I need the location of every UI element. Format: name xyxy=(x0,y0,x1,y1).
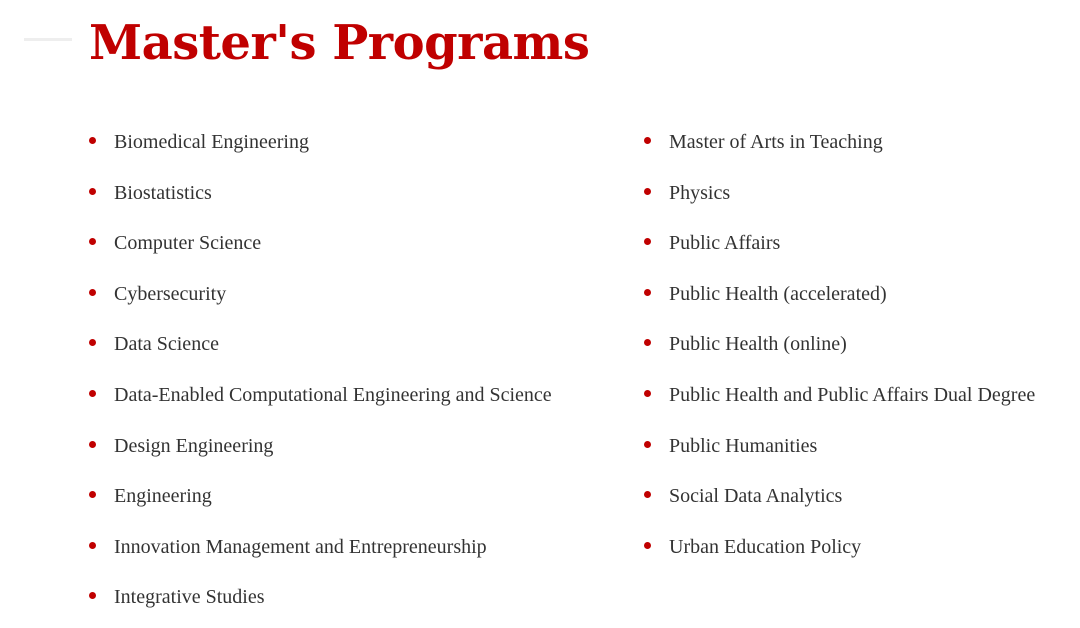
bullet-icon xyxy=(89,491,96,498)
program-link[interactable]: Social Data Analytics xyxy=(669,485,843,508)
program-list-item xyxy=(644,218,1035,269)
program-list-item xyxy=(89,117,552,168)
bullet-icon xyxy=(89,188,96,195)
program-list-item xyxy=(644,522,1035,573)
decorative-rule xyxy=(24,38,72,41)
program-link[interactable]: Public Affairs xyxy=(669,232,781,255)
program-link[interactable]: Biostatistics xyxy=(114,181,212,204)
bullet-icon xyxy=(89,238,96,245)
program-link[interactable]: Public Health (accelerated) xyxy=(669,282,887,305)
bullet-icon xyxy=(89,289,96,296)
bullet-icon xyxy=(89,137,96,144)
programs-list-left xyxy=(89,117,552,623)
program-list-item xyxy=(644,269,1035,320)
bullet-icon xyxy=(89,390,96,397)
program-link[interactable]: Innovation Management and Entrepreneurship xyxy=(114,535,487,558)
bullet-icon xyxy=(644,542,651,549)
program-link[interactable]: Integrative Studies xyxy=(114,586,265,609)
bullet-icon xyxy=(644,289,651,296)
bullet-icon xyxy=(89,592,96,599)
program-list-item xyxy=(89,421,552,472)
bullet-icon xyxy=(644,238,651,245)
program-link[interactable]: Urban Education Policy xyxy=(669,535,862,558)
program-link[interactable]: Physics xyxy=(669,181,731,204)
program-link[interactable]: Data-Enabled Computational Engineering and Science xyxy=(114,383,552,406)
bullet-icon xyxy=(89,339,96,346)
program-list-item xyxy=(644,370,1035,421)
program-list-item xyxy=(644,319,1035,370)
program-list-item xyxy=(644,168,1035,219)
program-link[interactable]: Data Science xyxy=(114,333,219,356)
program-list-item xyxy=(89,168,552,219)
program-list-item xyxy=(89,522,552,573)
bullet-icon xyxy=(89,542,96,549)
program-list-item xyxy=(644,421,1035,472)
bullet-icon xyxy=(644,441,651,448)
program-list-item xyxy=(89,319,552,370)
program-link[interactable]: Design Engineering xyxy=(114,434,274,457)
program-list-item xyxy=(644,117,1035,168)
program-list-item xyxy=(89,269,552,320)
program-link[interactable]: Public Humanities xyxy=(669,434,818,457)
bullet-icon xyxy=(644,491,651,498)
bullet-icon xyxy=(644,339,651,346)
program-link[interactable]: Cybersecurity xyxy=(114,282,227,305)
program-link[interactable]: Master of Arts in Teaching xyxy=(669,131,883,153)
bullet-icon xyxy=(644,137,651,144)
program-list-item xyxy=(89,218,552,269)
program-list-item xyxy=(89,370,552,421)
bullet-icon xyxy=(644,188,651,195)
program-link[interactable]: Engineering xyxy=(114,485,212,508)
program-list-item xyxy=(89,572,552,623)
page-title: Master's Programs xyxy=(89,15,590,71)
bullet-icon xyxy=(89,441,96,448)
program-list-item xyxy=(89,471,552,522)
programs-list-right xyxy=(644,117,1035,572)
program-link[interactable]: Public Health (online) xyxy=(669,333,847,356)
program-list-item xyxy=(644,471,1035,522)
program-link[interactable]: Computer Science xyxy=(114,232,262,255)
program-link[interactable]: Public Health and Public Affairs Dual Degree xyxy=(669,383,1036,406)
program-link[interactable]: Biomedical Engineering xyxy=(114,131,309,153)
bullet-icon xyxy=(644,390,651,397)
